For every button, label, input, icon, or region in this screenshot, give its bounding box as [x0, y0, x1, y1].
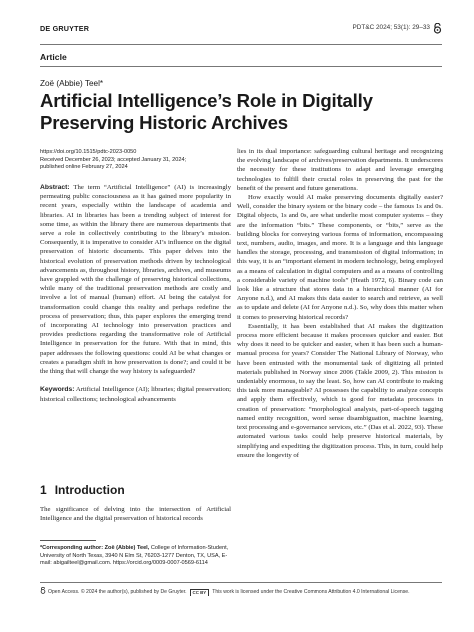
received-date: Received December 26, 2023; accepted January 31, 2024; — [40, 156, 187, 163]
section-title: Introduction — [54, 483, 125, 497]
left-column — [40, 183, 231, 404]
corresponding-lead: *Corresponding author: Zoë (Abbie) Teel, — [40, 545, 150, 551]
keywords-label: Keywords: — [40, 386, 75, 394]
keywords — [40, 385, 231, 403]
body-paragraph-2: How exactly would AI make preserving documents digitally easier? Well, consider the binary system or the binary code – the famous 1s and 0s. Digital objects, 1s and 0s, are what underlie most computer systems – they are the information “bits.” These components, or “bits,” serve as the building blocks for conveying various forms of information, encompassing text, numbers, audio, images, and more. It is a language and this language handles the storage, processing, and transmission of digital information; in this way, it is an “important element in modern technology, being employed as a means of calculation in digital computers and as a means of controlling a considerable variety of machine tools” (Heath 1972, 6). Binary code can look like a structure that stores data in a hierarchical manner (AI for Anyone n.d.), and AI makes this data easier to search and retrieve, as well as to update and delete (AI for Anyone n.d.). So, why does this matter when it comes to preserving historical records? — [237, 194, 443, 321]
article-title: Artificial Intelligence’s Role in Digitally Preserving Historic Archives — [40, 90, 373, 133]
footer-divider — [40, 582, 442, 583]
abstract — [40, 183, 231, 376]
published-date: published online February 27, 2024 — [40, 164, 128, 171]
header-divider — [40, 44, 442, 45]
intro-paragraph — [40, 505, 231, 523]
abstract-label: Abstract: — [40, 184, 70, 191]
license-left-text: Open Access. © 2024 the author(s), published by De Gruyter. — [48, 589, 187, 595]
corresponding-author-note — [40, 545, 231, 568]
corresponding-details: College of Information-Student, University of North Texas, 3940 N Elm St, 76203-1277 Denton, TX, USA, E-mail: abigailteel@gmail.com. https://orcid.org/0009-0007-0569-6114 — [40, 545, 229, 567]
license-footer — [40, 587, 442, 596]
doi-link[interactable]: https://doi.org/10.1515/pdtc-2023-0050 — [40, 149, 137, 155]
cc-by-badge[interactable]: CC BY — [190, 589, 210, 596]
section-number: 1 — [40, 483, 47, 497]
footnote-divider — [40, 540, 96, 541]
journal-reference: PDT&C 2024; 53(1): 29–33 — [352, 24, 430, 31]
open-access-icon — [40, 587, 46, 594]
section-heading — [40, 483, 125, 497]
right-column — [237, 147, 443, 460]
license-right-text: This work is licensed under the Creative Commons Attribution 4.0 International License. — [212, 589, 410, 595]
body-paragraph-1: lies in its dual importance: safeguarding cultural heritage and recognizing the evolving landscape of archives/preservation departments. It underscores the necessity for these institutions to adapt and leverage emerging technologies to fulfill their crucial roles in preserving the past for the benefit of the present and future generations. — [237, 148, 443, 192]
publisher-name: DE GRUYTER — [40, 24, 90, 33]
keywords-text: Artificial Intelligence (AI); libraries; digital preservation; historical collections; technological advancements — [40, 386, 231, 403]
body-paragraph-3: Essentially, it has been established that AI makes the digitization process more efficient because it makes processes quicker and easier. But why does it need to be quicker and easier, when it has been such a human-manual process for years? Consider The National Library of Norway, who have been entrusted with the monumental task of digitizing all printed materials published in Norway since 2006 (Takle 2009, 2). This mission is undeniably enormous, to say the least. So, how can AI contribute to making this task more manageable? AI possesses the capability to analyze concepts and apply them effectively, which is good for metadata processes in creation of preservation: “morphological analysis, part-of-speech tagging named entity recognition, word sense disambiguation, machine learning, text processing and e-governance services, etc.” (Das et al. 2022, 93). These automated various tasks could help preserve historical materials, by simplifying and expediting the digitization process. This, in turn, could help ensure the longevity of — [237, 322, 443, 459]
intro-text: The significance of delving into the intersection of Artificial Intelligence and the digital preservation of historical records — [40, 506, 231, 523]
page-header — [40, 24, 442, 38]
article-type-label: Article — [40, 52, 67, 62]
article-metadata — [40, 149, 230, 172]
open-access-icon — [433, 23, 442, 34]
section-divider — [40, 66, 442, 67]
abstract-text: The term “Artificial Intelligence” (AI) is increasingly permeating public consciousness as it has gained more popularity in recent years, especially within the landscape of academia and libraries. AI in libraries has been a trending subject of interest for some time, as within the library there are numerous departments that serve a role in collectively contributing to the library’s mission. Consequently, it is imperative to consider AI’s influence on the digital preservation of historic documents. This paper delves into the historical evolution of preservation methods driven by technological advancements as, throughout history, libraries, archives, and museums have grappled with the challenge of preserving historical collections, while many of the traditional preservation methods are costly and involve a lot of manual (human) effort. AI being the catalyst for transformation could change this reality and perhaps redefine the process of preservation; thus, this paper explores the emerging trend of incorporating AI technology into preservation practices and provides predictions regarding the transformative role of Artificial Intelligence in preservation for the future. With that in mind, this paper addresses the following questions: could AI be what changes or creates a paradigm shift in how preservation is done?; and could it be the thing that will change the way history is safeguarded? — [40, 184, 231, 376]
author-name: Zoë (Abbie) Teel* — [40, 79, 104, 88]
